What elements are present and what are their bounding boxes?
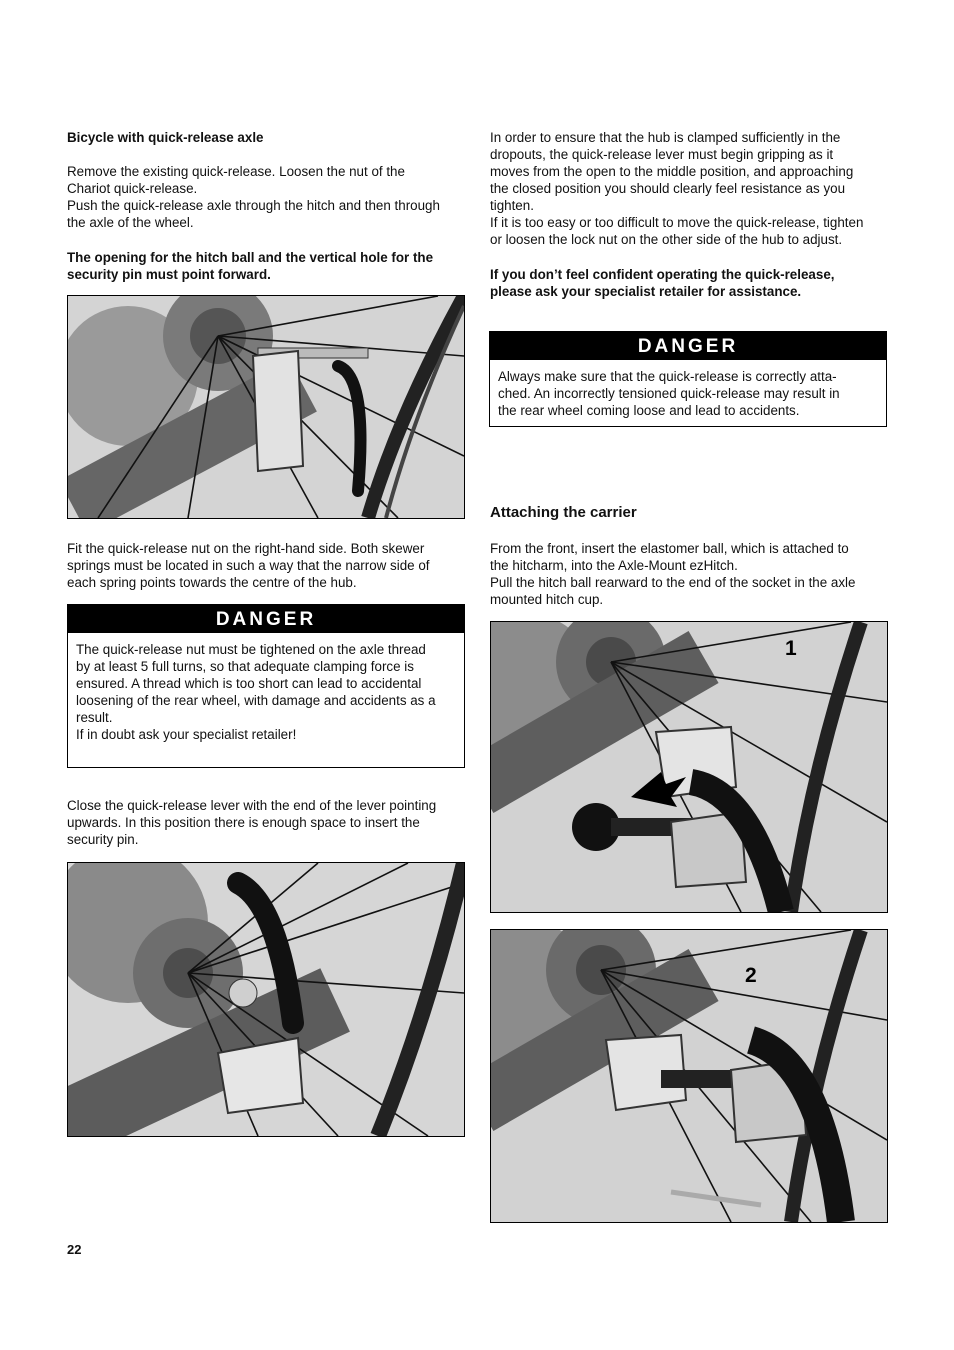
danger-box-quick-release — [489, 331, 887, 427]
text-line: loosening of the rear wheel, with damage and accidents as a — [76, 693, 436, 708]
text-line: Chariot quick-release. — [67, 181, 198, 196]
text-line: each spring points towards the centre of the hub. — [67, 575, 357, 590]
text-line: upwards. In this position there is enough space to insert the — [67, 815, 420, 830]
text-line: please ask your specialist retailer for assistance. — [490, 284, 802, 299]
text-line: Fit the quick-release nut on the right-hand side. Both skewer — [67, 541, 425, 556]
text-line: ched. An incorrectly tensioned quick-release may result in — [498, 386, 840, 401]
danger-title: DANGER — [68, 605, 464, 633]
text-line: tighten. — [490, 198, 534, 213]
paragraph-hub-clamping — [490, 129, 863, 248]
paragraph-opening-forward — [67, 249, 433, 283]
section-heading-attaching: Attaching the carrier — [490, 504, 637, 521]
danger-title: DANGER — [490, 332, 886, 360]
text-line: dropouts, the quick-release lever must begin gripping as it — [490, 147, 834, 162]
danger-box-nut — [67, 604, 465, 768]
paragraph-close-lever — [67, 797, 436, 848]
text-line: ensured. A thread which is too short can lead to accidental — [76, 676, 422, 691]
photo-closed-lever — [67, 862, 465, 1137]
text-line: The quick-release nut must be tightened on the axle thread — [76, 642, 426, 657]
text-line: Push the quick-release axle through the hitch and then through — [67, 198, 440, 213]
text-line: springs must be located in such a way that the narrow side of — [67, 558, 430, 573]
text-line: by at least 5 full turns, so that adequate clamping force is — [76, 659, 414, 674]
text-line: If in doubt ask your specialist retailer! — [76, 727, 297, 742]
text-line: result. — [76, 710, 113, 725]
text-line: From the front, insert the elastomer ball, which is attached to — [490, 541, 849, 556]
step-number-1: 1 — [785, 637, 797, 660]
photo-hitch-skewer — [67, 295, 465, 519]
text-line: If it is too easy or too difficult to move the quick-release, tighten — [490, 215, 864, 230]
text-line: The opening for the hitch ball and the vertical hole for the — [67, 250, 434, 265]
text-line: moves from the open to the middle position, and approaching — [490, 164, 854, 179]
text-line: the rear wheel coming loose and lead to accidents. — [498, 403, 800, 418]
photo-step-2-ball-seated — [490, 929, 888, 1223]
text-line: the axle of the wheel. — [67, 215, 194, 230]
text-line: mounted hitch cup. — [490, 592, 604, 607]
photo-step-1-insert-ball — [490, 621, 888, 913]
text-line: If you don’t feel confident operating the quick-release, — [490, 267, 835, 282]
step-number-2: 2 — [745, 964, 757, 987]
text-line: security pin must point forward. — [67, 267, 271, 282]
text-line: or loosen the lock nut on the other side of the hub to adjust. — [490, 232, 843, 247]
paragraph-insert-ball — [490, 540, 855, 608]
text-line: In order to ensure that the hub is clamped sufficiently in the — [490, 130, 841, 145]
text-line: Pull the hitch ball rearward to the end of the socket in the axle — [490, 575, 856, 590]
text-line: Always make sure that the quick-release is correctly atta- — [498, 369, 837, 384]
text-line: Close the quick-release lever with the end of the lever pointing — [67, 798, 437, 813]
text-line: security pin. — [67, 832, 139, 847]
paragraph-fit-nut — [67, 540, 429, 591]
paragraph-remove-quick-release — [67, 163, 440, 231]
text-line: the closed position you should clearly feel resistance as you — [490, 181, 846, 196]
paragraph-confidence — [490, 266, 834, 300]
text-line: Remove the existing quick-release. Loosen the nut of the — [67, 164, 405, 179]
page-number: 22 — [67, 1242, 82, 1257]
section-heading-quick-release: Bicycle with quick-release axle — [67, 130, 264, 145]
text-line: the hitcharm, into the Axle-Mount ezHitch. — [490, 558, 738, 573]
